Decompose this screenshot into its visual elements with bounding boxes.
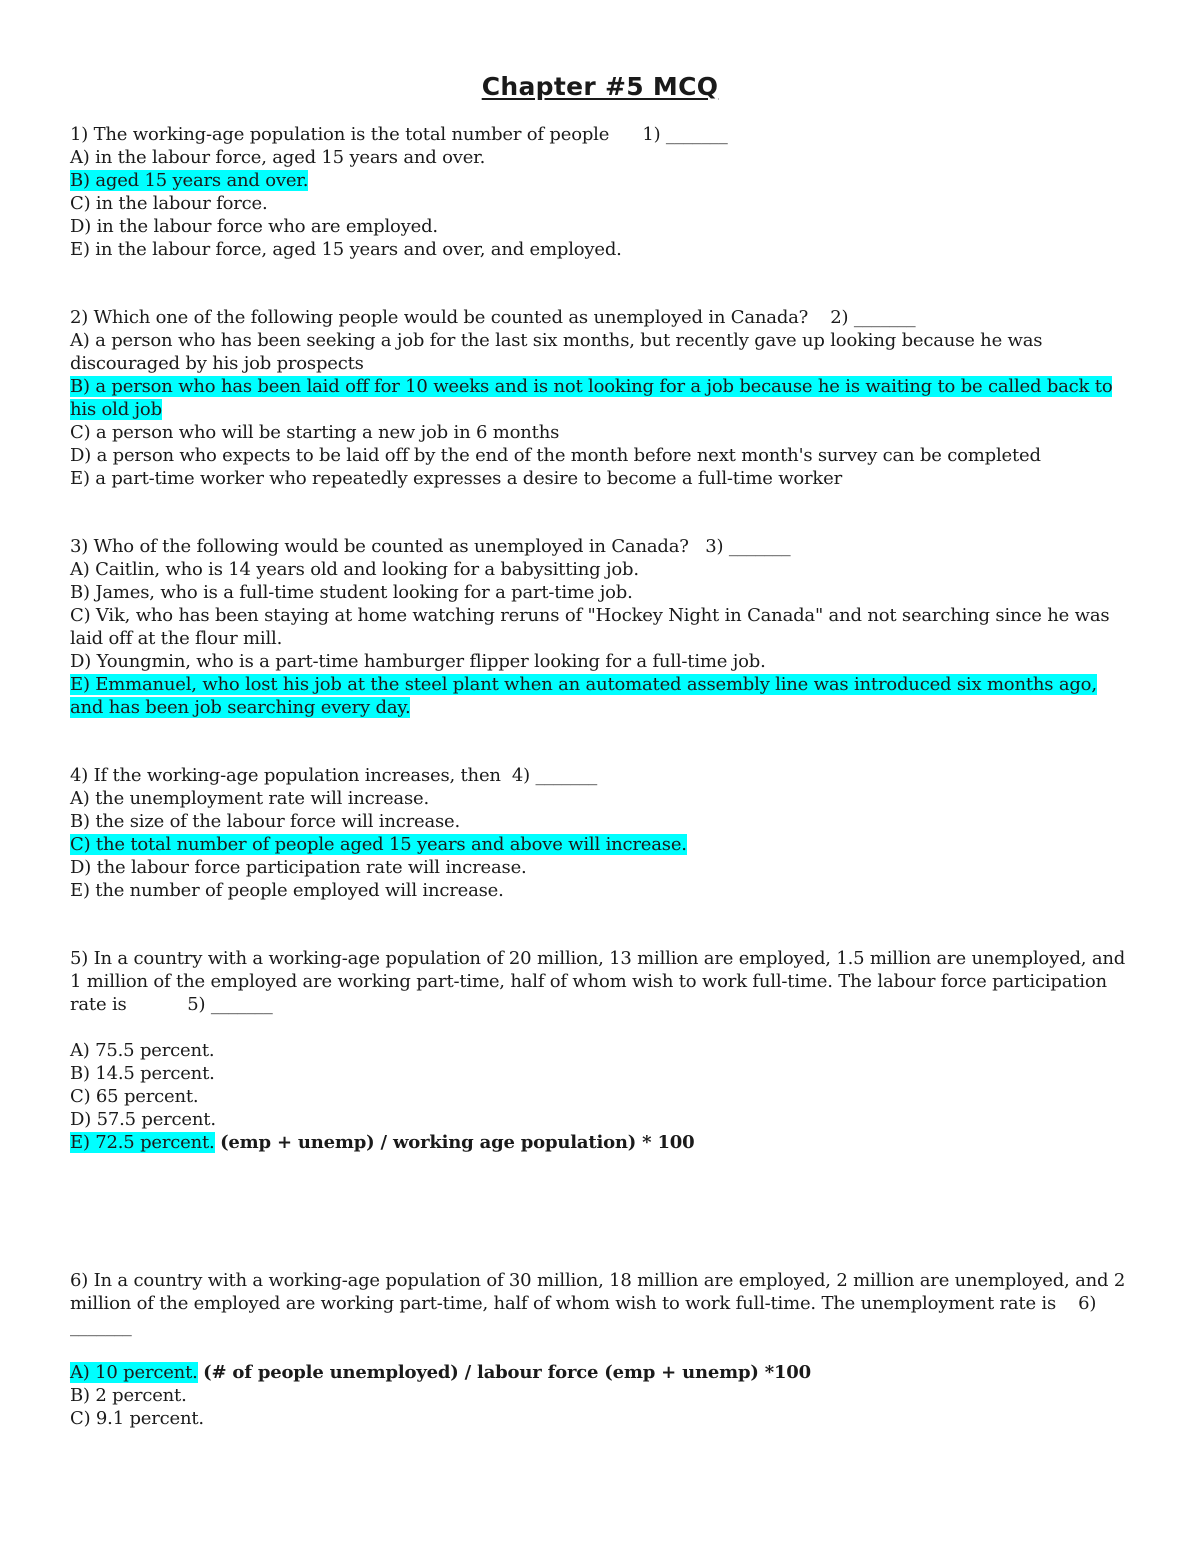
question-4-option-a: A) the unemployment rate will increase. — [70, 788, 429, 809]
question-6-option-a-line — [70, 1361, 1130, 1384]
question-5-answer-blank: 5) _______ — [187, 994, 273, 1015]
question-1-option-c: C) in the labour force. — [70, 193, 268, 214]
question-3-stem: 3) Who of the following would be counted as unemployed in Canada? — [70, 536, 689, 557]
question-4-option-c-wrap — [70, 833, 1130, 856]
question-2-option-d: D) a person who expects to be laid off by the end of the month before next month's survey can be completed — [70, 445, 1041, 466]
question-2-stem: 2) Which one of the following people would be counted as unemployed in Canada? — [70, 307, 809, 328]
question-1-stem: 1) The working-age population is the total number of people — [70, 124, 610, 145]
spacer — [70, 719, 1130, 764]
question-2 — [70, 306, 1130, 490]
question-6-option-a: A) 10 percent. — [70, 1362, 198, 1383]
document-page — [70, 70, 1130, 1430]
question-3-option-d: D) Youngmin, who is a part-time hamburger flipper looking for a full-time job. — [70, 651, 766, 672]
question-2-option-b: B) a person who has been laid off for 10 weeks and is not looking for a job because he is waiting to be called back to his old job — [70, 376, 1113, 420]
question-1-answer-blank: 1) _______ — [642, 124, 728, 145]
question-1-stem-line — [70, 123, 1130, 146]
question-1 — [70, 123, 1130, 261]
question-4-stem: 4) If the working-age population increases, then — [70, 765, 501, 786]
spacer — [70, 1016, 1130, 1039]
question-5-option-a: A) 75.5 percent. — [70, 1040, 215, 1061]
question-4-option-b: B) the size of the labour force will increase. — [70, 811, 460, 832]
question-1-option-e: E) in the labour force, aged 15 years and over, and employed. — [70, 239, 622, 260]
question-3-option-e-wrap — [70, 673, 1130, 719]
question-3-option-b: B) James, who is a full-time student looking for a part-time job. — [70, 582, 633, 603]
question-4-stem-line — [70, 764, 1130, 787]
question-4-option-c: C) the total number of people aged 15 years and above will increase. — [70, 834, 687, 855]
question-6-formula-note: (# of people unemployed) / labour force (emp + unemp) *100 — [203, 1362, 811, 1383]
question-2-option-e: E) a part-time worker who repeatedly expresses a desire to become a full-time worker — [70, 468, 843, 489]
spacer — [70, 1154, 1130, 1269]
page-title: Chapter #5 MCQ — [481, 72, 719, 101]
question-6-answer-blank: 6) _______ — [70, 1293, 1097, 1337]
question-4-option-d: D) the labour force participation rate will increase. — [70, 857, 527, 878]
question-1-option-b-wrap — [70, 169, 1130, 192]
question-5-option-c: C) 65 percent. — [70, 1086, 199, 1107]
spacer — [70, 490, 1130, 535]
question-2-stem-line — [70, 306, 1130, 329]
question-4-option-e: E) the number of people employed will increase. — [70, 880, 504, 901]
spacer — [70, 902, 1130, 947]
question-6-stem: 6) In a country with a working-age population of 30 million, 18 million are employed, 2 million are unemployed, and 2 million of the employed are working part-time, half of whom wish to work full-time. The unemployment rate is — [70, 1270, 1126, 1314]
question-6 — [70, 1269, 1130, 1430]
question-5-formula-note: (emp + unemp) / working age population) * 100 — [220, 1132, 695, 1153]
question-1-option-b: B) aged 15 years and over. — [70, 170, 309, 191]
question-3-option-c: C) Vik, who has been staying at home watching reruns of "Hockey Night in Canada" and not searching since he was laid off at the flour mill. — [70, 605, 1110, 649]
question-6-stem-line — [70, 1269, 1130, 1338]
question-5-option-b: B) 14.5 percent. — [70, 1063, 215, 1084]
question-2-option-c: C) a person who will be starting a new job in 6 months — [70, 422, 560, 443]
spacer — [70, 1338, 1130, 1361]
question-3-option-a: A) Caitlin, who is 14 years old and looking for a babysitting job. — [70, 559, 639, 580]
question-5-option-d: D) 57.5 percent. — [70, 1109, 216, 1130]
question-5-stem-line — [70, 947, 1130, 1016]
question-3 — [70, 535, 1130, 719]
question-1-option-d: D) in the labour force who are employed. — [70, 216, 438, 237]
question-4 — [70, 764, 1130, 902]
question-2-option-a: A) a person who has been seeking a job for the last six months, but recently gave up looking because he was discouraged by his job prospects — [70, 330, 1043, 374]
question-6-option-c: C) 9.1 percent. — [70, 1408, 204, 1429]
question-2-option-b-wrap — [70, 375, 1130, 421]
question-3-stem-line — [70, 535, 1130, 558]
question-6-option-b: B) 2 percent. — [70, 1385, 187, 1406]
question-5-stem: 5) In a country with a working-age population of 20 million, 13 million are employed, 1.5 million are unemployed, and 1 million of the employed are working part-time, half of whom wish to work full-time. The labour force participation rate is — [70, 948, 1126, 1015]
question-5 — [70, 947, 1130, 1154]
question-2-answer-blank: 2) _______ — [830, 307, 916, 328]
question-5-option-e: E) 72.5 percent. — [70, 1132, 215, 1153]
spacer — [70, 261, 1130, 306]
question-3-answer-blank: 3) _______ — [705, 536, 791, 557]
question-5-option-e-line — [70, 1131, 1130, 1154]
question-1-option-a: A) in the labour force, aged 15 years and over. — [70, 147, 486, 168]
question-4-answer-blank: 4) _______ — [511, 765, 598, 786]
question-3-option-e: E) Emmanuel, who lost his job at the steel plant when an automated assembly line was introduced six months ago, and has been job searching every day. — [70, 674, 1097, 718]
